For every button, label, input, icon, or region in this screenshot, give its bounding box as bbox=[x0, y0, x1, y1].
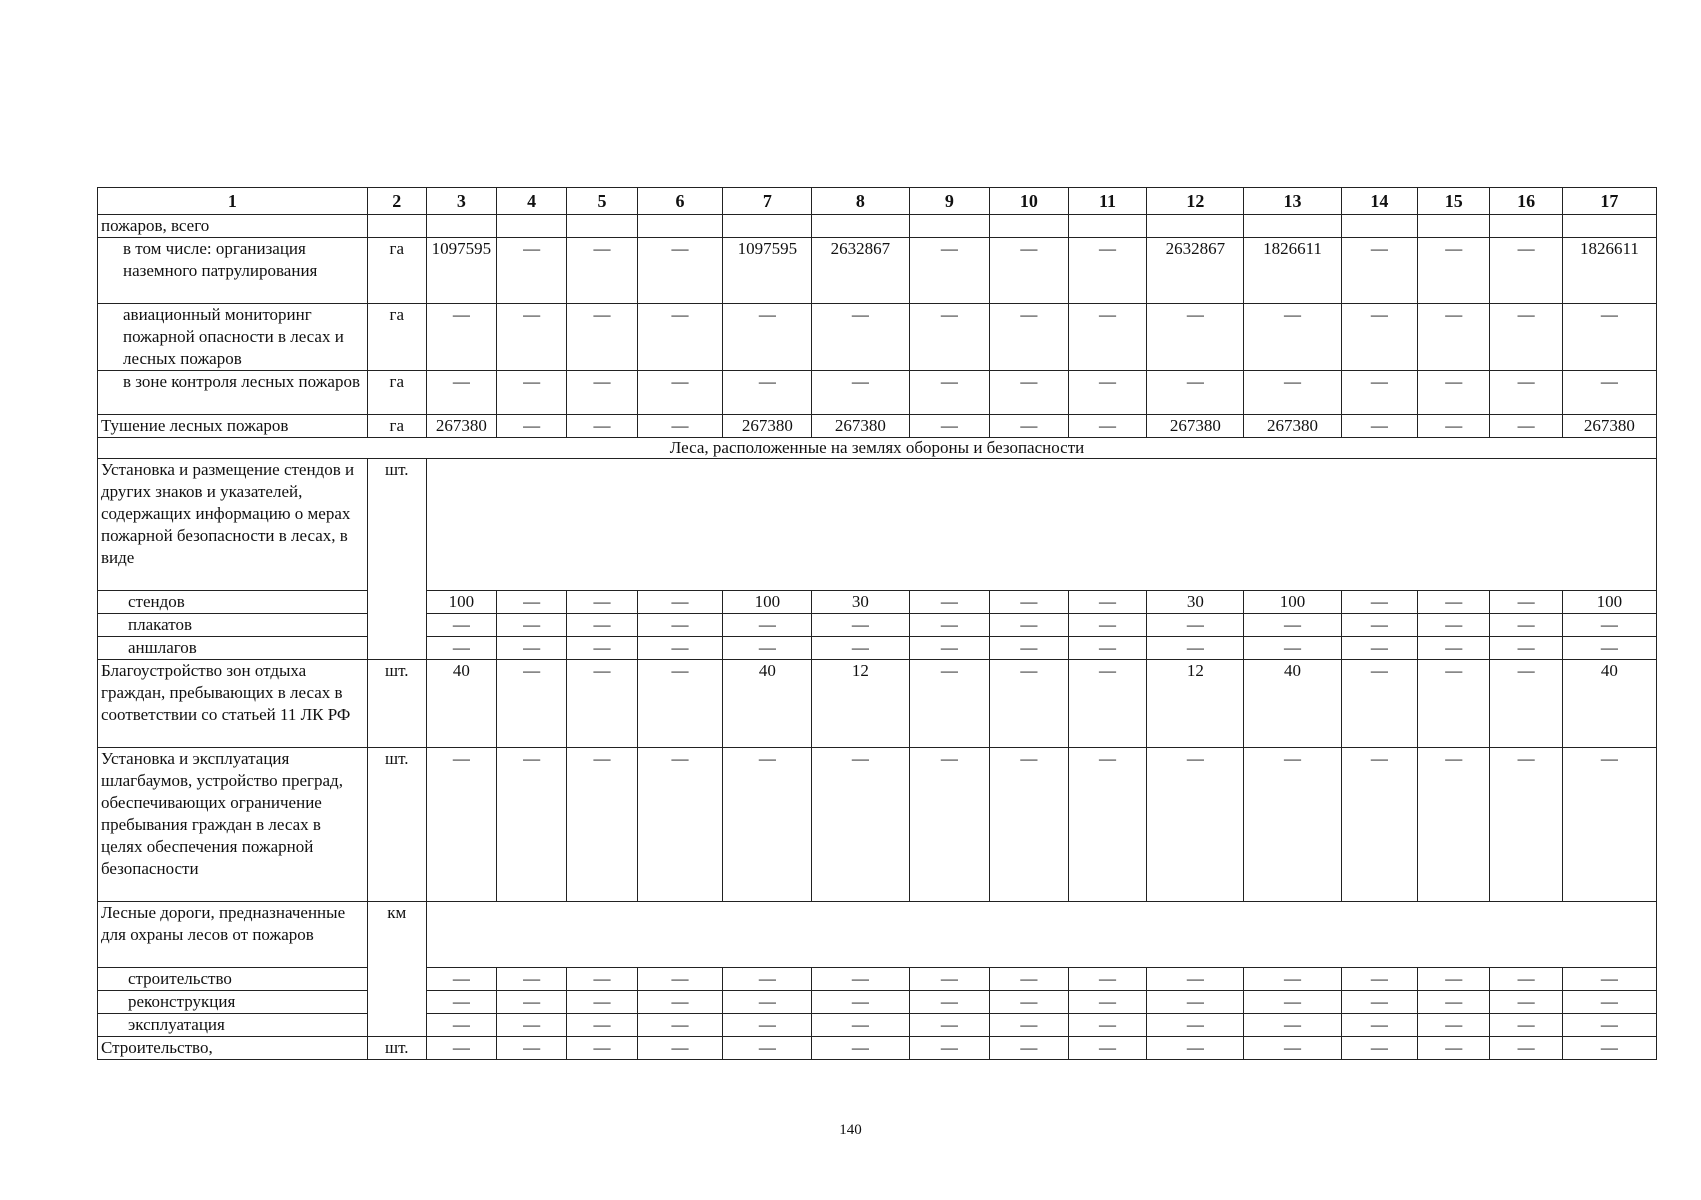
value-cell-col-5: — bbox=[567, 1037, 637, 1060]
value-cell-col-9: — bbox=[909, 637, 990, 660]
value-cell-col-13: — bbox=[1244, 1014, 1341, 1037]
value-cell-col-5: — bbox=[567, 591, 637, 614]
value-cell-col-8: 2632867 bbox=[812, 238, 909, 304]
value-cell-col-11: — bbox=[1068, 660, 1147, 748]
value-cell-col-13: — bbox=[1244, 614, 1341, 637]
value-cell-col-17: — bbox=[1562, 304, 1656, 371]
row-label: Лесные дороги, предназначенные для охраны лесов от пожаров bbox=[98, 902, 368, 968]
value-cell-col-5: — bbox=[567, 637, 637, 660]
value-cell-col-16: — bbox=[1490, 304, 1562, 371]
value-cell-col-4 bbox=[497, 215, 567, 238]
value-cell-col-15: — bbox=[1418, 371, 1490, 415]
value-cell-col-12 bbox=[1147, 215, 1244, 238]
value-cell-col-10: — bbox=[990, 1014, 1069, 1037]
value-cell-col-17: — bbox=[1562, 1014, 1656, 1037]
value-cell-col-5: — bbox=[567, 748, 637, 902]
value-cell-col-5: — bbox=[567, 968, 637, 991]
table-row bbox=[98, 1014, 1657, 1037]
value-cell-col-6: — bbox=[637, 304, 723, 371]
value-cell-col-5 bbox=[567, 215, 637, 238]
table-row bbox=[98, 459, 1657, 591]
value-cell-col-6: — bbox=[637, 415, 723, 438]
column-header-10: 10 bbox=[990, 188, 1069, 215]
table-row bbox=[98, 968, 1657, 991]
row-label: аншлагов bbox=[98, 637, 368, 660]
value-cell-col-7: — bbox=[723, 991, 812, 1014]
value-cell-col-12: — bbox=[1147, 991, 1244, 1014]
value-cell-col-12: — bbox=[1147, 304, 1244, 371]
row-label: Строительство, bbox=[98, 1037, 368, 1060]
value-cell-col-12: — bbox=[1147, 968, 1244, 991]
value-cell-col-16: — bbox=[1490, 591, 1562, 614]
row-label: пожаров, всего bbox=[98, 215, 368, 238]
value-cell-col-14: — bbox=[1341, 238, 1418, 304]
value-cell-col-3: — bbox=[426, 1037, 496, 1060]
value-cell-col-8: — bbox=[812, 1037, 909, 1060]
value-cell-col-8: — bbox=[812, 614, 909, 637]
value-cell-col-16: — bbox=[1490, 614, 1562, 637]
table-row bbox=[98, 371, 1657, 415]
value-cell-col-3: 100 bbox=[426, 591, 496, 614]
value-cell-col-3: — bbox=[426, 991, 496, 1014]
value-cell-col-9: — bbox=[909, 415, 990, 438]
value-cell-col-17: — bbox=[1562, 748, 1656, 902]
value-cell-col-10: — bbox=[990, 304, 1069, 371]
column-header-14: 14 bbox=[1341, 188, 1418, 215]
row-label: Установка и эксплуатация шлагбаумов, устройство преград, обеспечивающих ограничение пребывания граждан в лесах в целях обеспечения пожарной безопасности bbox=[98, 748, 368, 902]
value-cell-col-9: — bbox=[909, 1037, 990, 1060]
value-cell-col-12: 30 bbox=[1147, 591, 1244, 614]
value-cell-col-6: — bbox=[637, 1037, 723, 1060]
value-cell-col-14: — bbox=[1341, 591, 1418, 614]
value-cell-col-15: — bbox=[1418, 991, 1490, 1014]
value-cell-col-13: — bbox=[1244, 968, 1341, 991]
value-cell-col-11: — bbox=[1068, 1014, 1147, 1037]
value-cell-col-11: — bbox=[1068, 748, 1147, 902]
value-cell-col-15: — bbox=[1418, 1037, 1490, 1060]
value-cell-col-7: — bbox=[723, 304, 812, 371]
value-cell-col-12: — bbox=[1147, 748, 1244, 902]
value-cell-col-9: — bbox=[909, 238, 990, 304]
value-cell-col-8: — bbox=[812, 968, 909, 991]
value-cell-col-17: — bbox=[1562, 637, 1656, 660]
value-cell-col-6: — bbox=[637, 991, 723, 1014]
value-cell-col-14: — bbox=[1341, 371, 1418, 415]
empty-span-cell bbox=[426, 902, 1656, 968]
value-cell-col-13: 40 bbox=[1244, 660, 1341, 748]
value-cell-col-5: — bbox=[567, 991, 637, 1014]
column-header-7: 7 bbox=[723, 188, 812, 215]
value-cell-col-7: — bbox=[723, 1037, 812, 1060]
value-cell-col-7: 1097595 bbox=[723, 238, 812, 304]
table-body bbox=[98, 188, 1657, 1060]
value-cell-col-10: — bbox=[990, 591, 1069, 614]
value-cell-col-16: — bbox=[1490, 371, 1562, 415]
value-cell-col-7: — bbox=[723, 968, 812, 991]
value-cell-col-4: — bbox=[497, 238, 567, 304]
value-cell-col-6 bbox=[637, 215, 723, 238]
value-cell-col-12: — bbox=[1147, 614, 1244, 637]
value-cell-col-10: — bbox=[990, 371, 1069, 415]
table-row bbox=[98, 991, 1657, 1014]
table-row bbox=[98, 1037, 1657, 1060]
row-label: реконструкция bbox=[98, 991, 368, 1014]
value-cell-col-7: 267380 bbox=[723, 415, 812, 438]
row-label: строительство bbox=[98, 968, 368, 991]
value-cell-col-16: — bbox=[1490, 1037, 1562, 1060]
value-cell-col-11 bbox=[1068, 215, 1147, 238]
table-row bbox=[98, 614, 1657, 637]
value-cell-col-17 bbox=[1562, 215, 1656, 238]
value-cell-col-11: — bbox=[1068, 1037, 1147, 1060]
value-cell-col-16: — bbox=[1490, 748, 1562, 902]
value-cell-col-3: — bbox=[426, 614, 496, 637]
row-label: стендов bbox=[98, 591, 368, 614]
value-cell-col-14: — bbox=[1341, 968, 1418, 991]
value-cell-col-11: — bbox=[1068, 968, 1147, 991]
value-cell-col-13: — bbox=[1244, 991, 1341, 1014]
column-header-3: 3 bbox=[426, 188, 496, 215]
value-cell-col-15: — bbox=[1418, 1014, 1490, 1037]
value-cell-col-16: — bbox=[1490, 991, 1562, 1014]
value-cell-col-8: — bbox=[812, 1014, 909, 1037]
value-cell-col-4: — bbox=[497, 968, 567, 991]
value-cell-col-12: 2632867 bbox=[1147, 238, 1244, 304]
value-cell-col-4: — bbox=[497, 371, 567, 415]
value-cell-col-15: — bbox=[1418, 591, 1490, 614]
value-cell-col-7: 100 bbox=[723, 591, 812, 614]
row-unit: шт. bbox=[367, 748, 426, 902]
value-cell-col-12: — bbox=[1147, 1014, 1244, 1037]
value-cell-col-6: — bbox=[637, 660, 723, 748]
value-cell-col-11: — bbox=[1068, 304, 1147, 371]
table-row bbox=[98, 304, 1657, 371]
value-cell-col-9 bbox=[909, 215, 990, 238]
value-cell-col-15: — bbox=[1418, 304, 1490, 371]
value-cell-col-4: — bbox=[497, 748, 567, 902]
row-label: авиационный мониторинг пожарной опасности в лесах и лесных пожаров bbox=[98, 304, 368, 371]
value-cell-col-16: — bbox=[1490, 238, 1562, 304]
value-cell-col-4: — bbox=[497, 660, 567, 748]
value-cell-col-9: — bbox=[909, 991, 990, 1014]
value-cell-col-11: — bbox=[1068, 991, 1147, 1014]
value-cell-col-11: — bbox=[1068, 415, 1147, 438]
value-cell-col-7: — bbox=[723, 748, 812, 902]
value-cell-col-15: — bbox=[1418, 238, 1490, 304]
value-cell-col-10: — bbox=[990, 748, 1069, 902]
table-row bbox=[98, 748, 1657, 902]
value-cell-col-17: 100 bbox=[1562, 591, 1656, 614]
empty-span-cell bbox=[426, 459, 1656, 591]
value-cell-col-5: — bbox=[567, 660, 637, 748]
value-cell-col-4: — bbox=[497, 1037, 567, 1060]
column-header-6: 6 bbox=[637, 188, 723, 215]
value-cell-col-4: — bbox=[497, 415, 567, 438]
value-cell-col-13: — bbox=[1244, 748, 1341, 902]
value-cell-col-15: — bbox=[1418, 637, 1490, 660]
value-cell-col-12: — bbox=[1147, 1037, 1244, 1060]
value-cell-col-9: — bbox=[909, 660, 990, 748]
value-cell-col-9: — bbox=[909, 371, 990, 415]
row-label: в том числе: организация наземного патрулирования bbox=[98, 238, 368, 304]
page-number: 140 bbox=[839, 1122, 862, 1138]
row-label: в зоне контроля лесных пожаров bbox=[98, 371, 368, 415]
value-cell-col-9: — bbox=[909, 591, 990, 614]
column-header-2: 2 bbox=[367, 188, 426, 215]
column-header-5: 5 bbox=[567, 188, 637, 215]
table-row bbox=[98, 238, 1657, 304]
value-cell-col-10: — bbox=[990, 660, 1069, 748]
value-cell-col-3: 1097595 bbox=[426, 238, 496, 304]
value-cell-col-3: 40 bbox=[426, 660, 496, 748]
value-cell-col-12: — bbox=[1147, 371, 1244, 415]
value-cell-col-16: — bbox=[1490, 415, 1562, 438]
value-cell-col-3: — bbox=[426, 748, 496, 902]
value-cell-col-8: — bbox=[812, 637, 909, 660]
value-cell-col-17: 40 bbox=[1562, 660, 1656, 748]
value-cell-col-6: — bbox=[637, 748, 723, 902]
table-row bbox=[98, 660, 1657, 748]
forest-fire-measures-table bbox=[97, 187, 1657, 1060]
column-header-13: 13 bbox=[1244, 188, 1341, 215]
value-cell-col-3: — bbox=[426, 637, 496, 660]
column-header-12: 12 bbox=[1147, 188, 1244, 215]
value-cell-col-11: — bbox=[1068, 637, 1147, 660]
value-cell-col-16: — bbox=[1490, 660, 1562, 748]
value-cell-col-13: — bbox=[1244, 371, 1341, 415]
value-cell-col-5: — bbox=[567, 1014, 637, 1037]
row-label: Благоустройство зон отдыха граждан, пребывающих в лесах в соответствии со статьей 11 ЛК РФ bbox=[98, 660, 368, 748]
value-cell-col-3: — bbox=[426, 1014, 496, 1037]
value-cell-col-6: — bbox=[637, 637, 723, 660]
row-label: Установка и размещение стендов и других знаков и указателей, содержащих информацию о мерах пожарной безопасности в лесах, в виде bbox=[98, 459, 368, 591]
value-cell-col-3: — bbox=[426, 371, 496, 415]
value-cell-col-4: — bbox=[497, 1014, 567, 1037]
value-cell-col-4: — bbox=[497, 991, 567, 1014]
value-cell-col-8: 30 bbox=[812, 591, 909, 614]
value-cell-col-14: — bbox=[1341, 991, 1418, 1014]
column-header-17: 17 bbox=[1562, 188, 1656, 215]
value-cell-col-9: — bbox=[909, 1014, 990, 1037]
row-unit: га bbox=[367, 371, 426, 415]
value-cell-col-7: — bbox=[723, 371, 812, 415]
value-cell-col-6: — bbox=[637, 614, 723, 637]
value-cell-col-3 bbox=[426, 215, 496, 238]
value-cell-col-7: — bbox=[723, 614, 812, 637]
value-cell-col-15: — bbox=[1418, 614, 1490, 637]
column-header-1: 1 bbox=[98, 188, 368, 215]
row-unit: га bbox=[367, 238, 426, 304]
value-cell-col-8 bbox=[812, 215, 909, 238]
value-cell-col-3: — bbox=[426, 304, 496, 371]
row-unit: шт. bbox=[367, 459, 426, 660]
value-cell-col-15: — bbox=[1418, 415, 1490, 438]
value-cell-col-9: — bbox=[909, 968, 990, 991]
row-label: эксплуатация bbox=[98, 1014, 368, 1037]
value-cell-col-16: — bbox=[1490, 637, 1562, 660]
value-cell-col-6: — bbox=[637, 1014, 723, 1037]
value-cell-col-14: — bbox=[1341, 304, 1418, 371]
value-cell-col-7: — bbox=[723, 1014, 812, 1037]
value-cell-col-8: — bbox=[812, 991, 909, 1014]
table-row bbox=[98, 637, 1657, 660]
row-unit: га bbox=[367, 304, 426, 371]
row-unit: шт. bbox=[367, 660, 426, 748]
row-unit bbox=[367, 215, 426, 238]
value-cell-col-9: — bbox=[909, 748, 990, 902]
value-cell-col-14: — bbox=[1341, 614, 1418, 637]
value-cell-col-8: — bbox=[812, 304, 909, 371]
column-header-15: 15 bbox=[1418, 188, 1490, 215]
value-cell-col-13: — bbox=[1244, 304, 1341, 371]
value-cell-col-13: 100 bbox=[1244, 591, 1341, 614]
value-cell-col-16: — bbox=[1490, 1014, 1562, 1037]
value-cell-col-5: — bbox=[567, 304, 637, 371]
value-cell-col-9: — bbox=[909, 614, 990, 637]
value-cell-col-10: — bbox=[990, 415, 1069, 438]
value-cell-col-3: 267380 bbox=[426, 415, 496, 438]
value-cell-col-14: — bbox=[1341, 660, 1418, 748]
value-cell-col-17: — bbox=[1562, 991, 1656, 1014]
value-cell-col-15: — bbox=[1418, 968, 1490, 991]
value-cell-col-10: — bbox=[990, 637, 1069, 660]
value-cell-col-8: 12 bbox=[812, 660, 909, 748]
value-cell-col-13 bbox=[1244, 215, 1341, 238]
value-cell-col-6: — bbox=[637, 371, 723, 415]
value-cell-col-4: — bbox=[497, 614, 567, 637]
value-cell-col-5: — bbox=[567, 238, 637, 304]
value-cell-col-4: — bbox=[497, 304, 567, 371]
column-header-11: 11 bbox=[1068, 188, 1147, 215]
row-unit: км bbox=[367, 902, 426, 1037]
value-cell-col-6: — bbox=[637, 968, 723, 991]
value-cell-col-14 bbox=[1341, 215, 1418, 238]
column-header-4: 4 bbox=[497, 188, 567, 215]
value-cell-col-14: — bbox=[1341, 415, 1418, 438]
section-title: Леса, расположенные на землях обороны и безопасности bbox=[98, 438, 1657, 459]
value-cell-col-10: — bbox=[990, 968, 1069, 991]
value-cell-col-7: 40 bbox=[723, 660, 812, 748]
value-cell-col-17: 1826611 bbox=[1562, 238, 1656, 304]
value-cell-col-9: — bbox=[909, 304, 990, 371]
value-cell-col-13: 1826611 bbox=[1244, 238, 1341, 304]
value-cell-col-11: — bbox=[1068, 371, 1147, 415]
value-cell-col-15 bbox=[1418, 215, 1490, 238]
value-cell-col-14: — bbox=[1341, 748, 1418, 902]
value-cell-col-16 bbox=[1490, 215, 1562, 238]
value-cell-col-14: — bbox=[1341, 1014, 1418, 1037]
value-cell-col-16: — bbox=[1490, 968, 1562, 991]
value-cell-col-4: — bbox=[497, 637, 567, 660]
row-label: плакатов bbox=[98, 614, 368, 637]
value-cell-col-10: — bbox=[990, 238, 1069, 304]
section-row bbox=[98, 438, 1657, 459]
value-cell-col-5: — bbox=[567, 614, 637, 637]
value-cell-col-15: — bbox=[1418, 748, 1490, 902]
value-cell-col-12: 267380 bbox=[1147, 415, 1244, 438]
value-cell-col-10: — bbox=[990, 614, 1069, 637]
value-cell-col-8: 267380 bbox=[812, 415, 909, 438]
value-cell-col-13: — bbox=[1244, 1037, 1341, 1060]
value-cell-col-11: — bbox=[1068, 238, 1147, 304]
value-cell-col-13: 267380 bbox=[1244, 415, 1341, 438]
value-cell-col-11: — bbox=[1068, 591, 1147, 614]
value-cell-col-13: — bbox=[1244, 637, 1341, 660]
column-header-16: 16 bbox=[1490, 188, 1562, 215]
column-header-8: 8 bbox=[812, 188, 909, 215]
value-cell-col-10: — bbox=[990, 1037, 1069, 1060]
table-row bbox=[98, 215, 1657, 238]
value-cell-col-7 bbox=[723, 215, 812, 238]
value-cell-col-11: — bbox=[1068, 614, 1147, 637]
value-cell-col-4: — bbox=[497, 591, 567, 614]
row-unit: шт. bbox=[367, 1037, 426, 1060]
value-cell-col-8: — bbox=[812, 748, 909, 902]
value-cell-col-14: — bbox=[1341, 637, 1418, 660]
value-cell-col-6: — bbox=[637, 238, 723, 304]
value-cell-col-12: — bbox=[1147, 637, 1244, 660]
value-cell-col-7: — bbox=[723, 637, 812, 660]
value-cell-col-17: — bbox=[1562, 371, 1656, 415]
value-cell-col-14: — bbox=[1341, 1037, 1418, 1060]
value-cell-col-10 bbox=[990, 215, 1069, 238]
column-number-header-row bbox=[98, 188, 1657, 215]
value-cell-col-10: — bbox=[990, 991, 1069, 1014]
table-row bbox=[98, 902, 1657, 968]
table-row bbox=[98, 415, 1657, 438]
value-cell-col-15: — bbox=[1418, 660, 1490, 748]
column-header-9: 9 bbox=[909, 188, 990, 215]
value-cell-col-12: 12 bbox=[1147, 660, 1244, 748]
row-unit: га bbox=[367, 415, 426, 438]
value-cell-col-17: — bbox=[1562, 1037, 1656, 1060]
value-cell-col-5: — bbox=[567, 415, 637, 438]
value-cell-col-17: 267380 bbox=[1562, 415, 1656, 438]
value-cell-col-6: — bbox=[637, 591, 723, 614]
value-cell-col-8: — bbox=[812, 371, 909, 415]
value-cell-col-5: — bbox=[567, 371, 637, 415]
row-label: Тушение лесных пожаров bbox=[98, 415, 368, 438]
value-cell-col-17: — bbox=[1562, 968, 1656, 991]
value-cell-col-17: — bbox=[1562, 614, 1656, 637]
value-cell-col-3: — bbox=[426, 968, 496, 991]
table-row bbox=[98, 591, 1657, 614]
